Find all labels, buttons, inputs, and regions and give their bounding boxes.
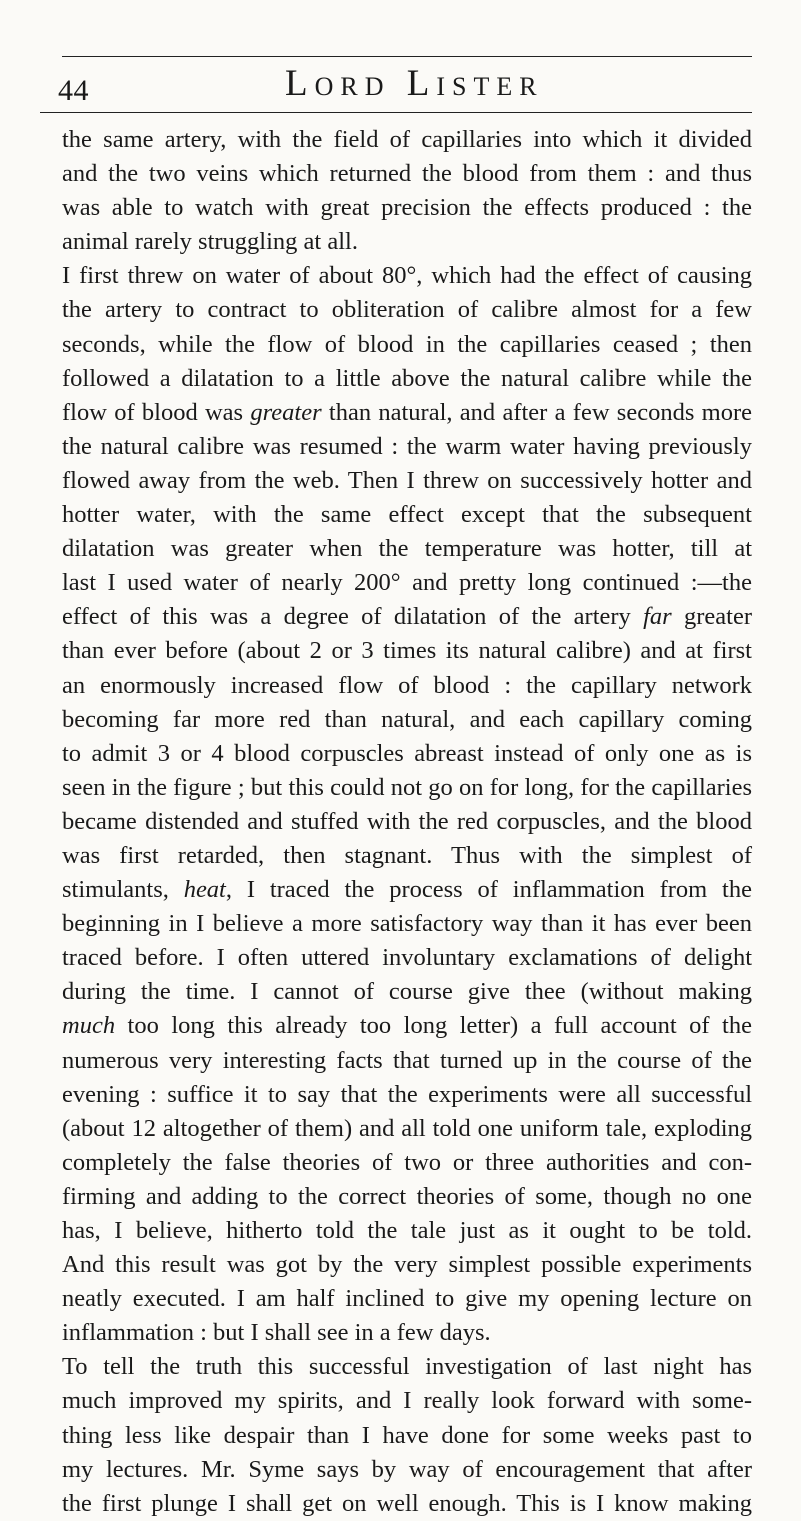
text-line: was able to watch with great precision the effects produced : the	[62, 194, 752, 222]
text-line: hotter water, with the same effect except that the subsequent	[62, 501, 752, 529]
text-line: And this result was got by the very simplest possible experiments	[62, 1251, 752, 1279]
text-line: and the two veins which returned the blood from them : and thus	[62, 160, 752, 188]
italic-word: much	[62, 1012, 116, 1040]
text-line: during the time. I cannot of course give thee (without making	[62, 978, 752, 1006]
italic-word: heat	[183, 876, 226, 904]
text-line: the first plunge I shall get on well enough. This is I know making	[62, 1489, 752, 1517]
text-line: evening : suffice it to say that the experiments were all successful	[62, 1080, 752, 1108]
text-line: seconds, while the flow of blood in the capillaries ceased ; then	[62, 330, 752, 358]
text-line: neatly executed. I am half inclined to give my opening lecture on	[62, 1285, 752, 1313]
text-line: thing less like despair than I have done for some weeks past to	[62, 1421, 752, 1449]
body-text	[62, 123, 752, 1521]
page-number: 44	[58, 74, 89, 107]
header-rule	[40, 112, 752, 113]
text-line: than ever before (about 2 or 3 times its natural calibre) and at first	[62, 637, 752, 665]
text-line: was first retarded, then stagnant. Thus with the simplest of	[62, 841, 752, 869]
page-header	[40, 61, 760, 111]
text-line: To tell the truth this successful investigation of last night has	[62, 1353, 752, 1381]
text-line: much too long this already too long letter) a full account of the	[62, 1012, 752, 1040]
text-line: has, I believe, hitherto told the tale just as it ought to be told.	[62, 1217, 752, 1244]
text-line: last I used water of nearly 200° and pretty long continued :—the	[62, 569, 752, 597]
text-line: to admit 3 or 4 blood corpuscles abreast instead of only one as is	[62, 739, 752, 767]
text-line: seen in the figure ; but this could not go on for long, for the capillaries	[62, 773, 752, 801]
text-line: I first threw on water of about 80°, which had the effect of causing	[62, 262, 752, 290]
top-rule	[62, 56, 752, 57]
text-line: my lectures. Mr. Syme says by way of encouragement that after	[62, 1455, 752, 1483]
text-line: completely the false theories of two or three authorities and con-	[62, 1148, 752, 1176]
text-line: becoming far more red than natural, and each capillary coming	[62, 705, 752, 733]
text-line: stimulants, heat, I traced the process of inflammation from the	[62, 876, 752, 904]
text-line: became distended and stuffed with the red corpuscles, and the blood	[62, 807, 752, 835]
text-line: inflammation : but I shall see in a few days.	[62, 1319, 491, 1347]
text-line: animal rarely struggling at all.	[62, 228, 358, 256]
text-line: dilatation was greater when the temperature was hotter, till at	[62, 535, 752, 563]
text-line: the same artery, with the field of capillaries into which it divided	[62, 126, 752, 153]
text-line: traced before. I often uttered involuntary exclamations of delight	[62, 944, 752, 972]
text-line: beginning in I believe a more satisfactory way than it has ever been	[62, 910, 752, 938]
text-line: an enormously increased flow of blood : the capillary network	[62, 671, 752, 699]
text-line: firming and adding to the correct theories of some, though no one	[62, 1182, 752, 1210]
text-line: flow of blood was greater than natural, and after a few seconds more	[62, 398, 752, 426]
text-line: much improved my spirits, and I really look forward with some-	[62, 1387, 752, 1415]
italic-word: greater	[250, 398, 322, 426]
italic-word: far	[643, 603, 672, 631]
text-line: numerous very interesting facts that turned up in the course of the	[62, 1046, 752, 1074]
running-head: Lord Lister	[285, 63, 544, 104]
text-line: the natural calibre was resumed : the warm water having previously	[62, 432, 752, 460]
text-line: followed a dilatation to a little above the natural calibre while the	[62, 364, 752, 392]
text-line: flowed away from the web. Then I threw on successively hotter and	[62, 466, 752, 494]
text-line: (about 12 altogether of them) and all told one uniform tale, exploding	[62, 1114, 752, 1142]
text-line: effect of this was a degree of dilatation of the artery far greater	[62, 603, 753, 631]
text-line: the artery to contract to obliteration of calibre almost for a few	[62, 296, 752, 324]
